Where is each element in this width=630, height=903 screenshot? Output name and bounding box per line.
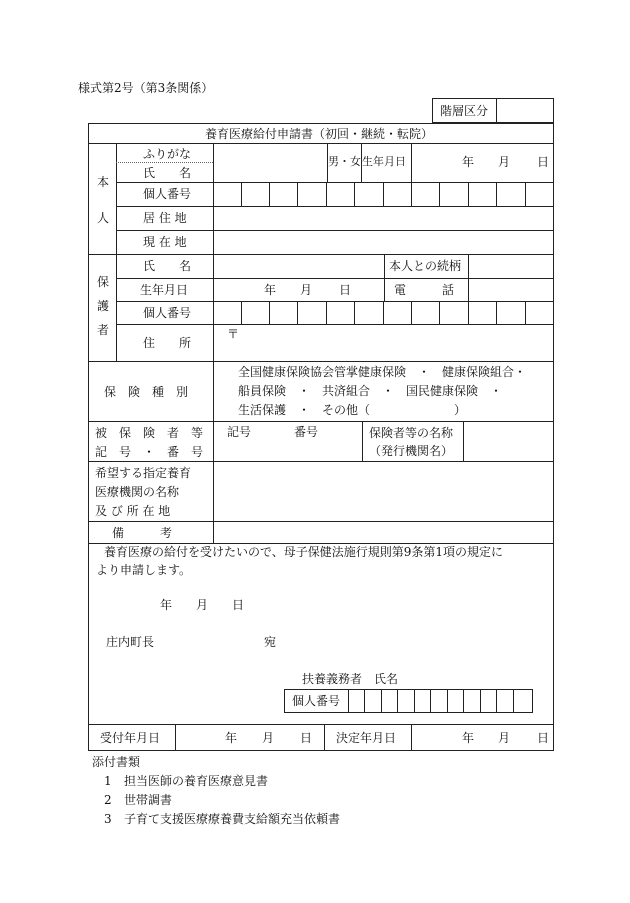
guardian-dob-year: 年 — [264, 283, 277, 297]
received-month: 月 — [262, 731, 275, 745]
attachment-num-2: 2 — [104, 793, 112, 807]
supporter-mynumber-label: 個人番号 — [292, 694, 341, 708]
insurance-option-line-3[interactable]: 生活保護 ・ その他（ ） — [238, 403, 467, 417]
decided-date-label: 決定年月日 — [336, 731, 397, 745]
patient-current-label: 現 在 地 — [143, 235, 187, 249]
guardian-dob-label: 生年月日 — [140, 283, 189, 297]
tier-value-field[interactable] — [500, 102, 550, 120]
addressee-honorific: 宛 — [264, 635, 277, 649]
statement-line-2: より申請します。 — [96, 563, 192, 577]
patient-mynumber-label: 個人番号 — [143, 187, 192, 201]
received-date-label: 受付年月日 — [100, 731, 161, 745]
insurance-option-line-2[interactable]: 船員保険 ・ 共済組合 ・ 国民健康保険 ・ — [238, 384, 503, 398]
insured-symbol-label: 記号 — [227, 425, 252, 439]
decided-day: 日 — [537, 731, 550, 745]
patient-residence-label: 居 住 地 — [143, 211, 187, 225]
received-year: 年 — [225, 731, 238, 745]
form-title: 養育医療給付申請書（初回・継続・転院） — [205, 127, 434, 141]
insured-number-label: 番号 — [294, 425, 319, 439]
statement-date: 年 月 日 — [160, 598, 245, 612]
tier-label: 階層区分 — [440, 104, 489, 118]
guardian-address-label: 住 所 — [143, 336, 192, 350]
decided-month: 月 — [498, 731, 511, 745]
supporter-name-label: 扶養義務者 氏名 — [302, 672, 399, 686]
insured-label-line-2: 記 号 ・ 番 号 — [95, 445, 204, 459]
guardian-section-char-1: 保 — [97, 275, 110, 289]
attachment-item-3: 子育て支援医療療養費支給額充当依頼書 — [124, 812, 341, 826]
addressee: 庄内町長 — [106, 635, 155, 649]
attachment-item-1: 担当医師の養育医療意見書 — [124, 774, 269, 788]
insurance-type-label: 保 険 種 別 — [104, 385, 189, 399]
guardian-section-char-2: 護 — [97, 299, 110, 313]
attachment-num-3: 3 — [104, 812, 112, 826]
hospital-label-line-3: 及 び 所 在 地 — [95, 504, 171, 518]
attachment-item-2: 世帯調書 — [124, 793, 173, 807]
decided-year: 年 — [462, 731, 475, 745]
patient-dob-year: 年 — [462, 155, 475, 169]
statement-line-1: 養育医療の給付を受けたいので、母子保健法施行規則第9条第1項の規定に — [92, 545, 504, 559]
insured-label-line-1: 被 保 険 者 等 — [95, 426, 204, 440]
received-day: 日 — [300, 731, 313, 745]
form-number: 様式第2号（第3条関係） — [78, 81, 214, 95]
patient-dob-label: 生年月日 — [362, 155, 406, 168]
postal-mark: 〒 — [227, 327, 240, 341]
patient-dob-day: 日 — [537, 155, 550, 169]
hospital-label-line-2: 医療機関の名称 — [95, 485, 180, 499]
guardian-section-char-3: 者 — [97, 323, 110, 337]
guardian-relation-label: 本人との続柄 — [389, 259, 462, 273]
patient-section-char-2: 人 — [97, 211, 110, 225]
guardian-name-label: 氏 名 — [143, 259, 192, 273]
patient-dob-month: 月 — [498, 155, 511, 169]
guardian-dob-day: 日 — [339, 283, 352, 297]
guardian-phone-label: 電 話 — [394, 283, 455, 297]
gender-choice[interactable]: 男・女 — [328, 155, 361, 168]
furigana-label: ふりがな — [143, 147, 192, 161]
attachments-title: 添付書類 — [92, 755, 141, 769]
attachment-num-1: 1 — [104, 774, 112, 788]
insurance-option-line-1[interactable]: 全国健康保険協会管掌健康保険 ・ 健康保険組合・ — [238, 365, 527, 379]
hospital-label-line-1: 希望する指定養育 — [95, 466, 192, 480]
patient-name-label: 氏 名 — [143, 166, 192, 180]
patient-section-char-1: 本 — [97, 175, 110, 189]
insurer-name-label-1: 保険者等の名称 — [369, 426, 454, 440]
insurer-name-label-2: （発行機関名） — [369, 444, 454, 458]
guardian-mynumber-label: 個人番号 — [143, 306, 192, 320]
remarks-label: 備 考 — [112, 526, 173, 540]
guardian-dob-month: 月 — [300, 283, 313, 297]
